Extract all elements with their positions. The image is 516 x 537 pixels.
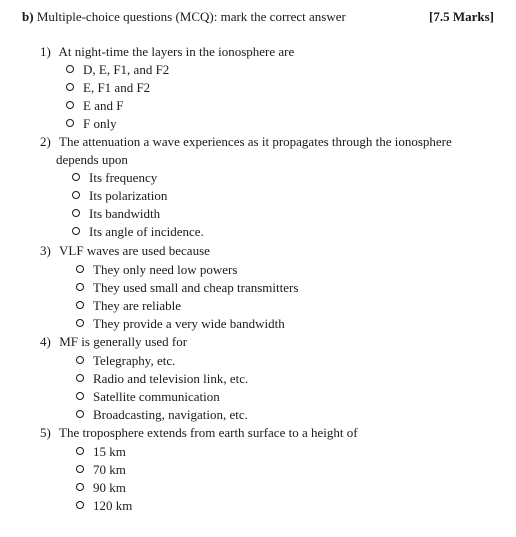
radio-bullet-icon[interactable] xyxy=(76,283,84,291)
q1-option-3[interactable] xyxy=(66,98,123,114)
radio-bullet-icon[interactable] xyxy=(76,319,84,327)
q5-option-1[interactable] xyxy=(76,444,126,460)
question-4 xyxy=(40,334,187,350)
section-title: Multiple-choice questions (MCQ): mark the correct answer xyxy=(36,9,346,24)
option-label: They only need low powers xyxy=(93,262,238,277)
q3-option-3[interactable] xyxy=(76,298,181,314)
option-label: 120 km xyxy=(93,498,133,513)
radio-bullet-icon[interactable] xyxy=(66,65,74,73)
option-label: Radio and television link, etc. xyxy=(93,371,249,386)
option-label: They are reliable xyxy=(93,298,182,313)
question-3 xyxy=(40,243,210,259)
question-text: The troposphere extends from earth surface to a height of xyxy=(59,425,358,440)
question-text: MF is generally used for xyxy=(59,334,188,349)
radio-bullet-icon[interactable] xyxy=(76,301,84,309)
q4-option-2[interactable] xyxy=(76,371,248,387)
option-label: E and F xyxy=(83,98,124,113)
q2-option-3[interactable] xyxy=(72,206,160,222)
question-text-line2: depends upon xyxy=(56,152,128,167)
option-label: E, F1 and F2 xyxy=(83,80,151,95)
q4-option-3[interactable] xyxy=(76,389,220,405)
radio-bullet-icon[interactable] xyxy=(72,191,80,199)
option-label: Broadcasting, navigation, etc. xyxy=(93,407,248,422)
radio-bullet-icon[interactable] xyxy=(76,483,84,491)
radio-bullet-icon[interactable] xyxy=(76,447,84,455)
q3-option-2[interactable] xyxy=(76,280,298,296)
question-2-continuation xyxy=(56,152,128,168)
q5-option-3[interactable] xyxy=(76,480,126,496)
radio-bullet-icon[interactable] xyxy=(76,501,84,509)
radio-bullet-icon[interactable] xyxy=(66,119,74,127)
option-label: Its polarization xyxy=(89,188,168,203)
radio-bullet-icon[interactable] xyxy=(72,227,80,235)
option-label: Its angle of incidence. xyxy=(89,224,204,239)
option-label: 90 km xyxy=(93,480,126,495)
option-label: They used small and cheap transmitters xyxy=(93,280,299,295)
radio-bullet-icon[interactable] xyxy=(76,356,84,364)
option-label: 15 km xyxy=(93,444,126,459)
q2-option-1[interactable] xyxy=(72,170,157,186)
option-label: Telegraphy, etc. xyxy=(93,353,176,368)
option-label: Its frequency xyxy=(89,170,158,185)
option-label: Satellite communication xyxy=(93,389,220,404)
radio-bullet-icon[interactable] xyxy=(76,374,84,382)
section-label: b) xyxy=(22,9,34,24)
option-label: D, E, F1, and F2 xyxy=(83,62,170,77)
q3-option-1[interactable] xyxy=(76,262,237,278)
radio-bullet-icon[interactable] xyxy=(72,209,80,217)
radio-bullet-icon[interactable] xyxy=(72,173,80,181)
radio-bullet-icon[interactable] xyxy=(76,265,84,273)
question-number: 2) xyxy=(40,134,51,149)
radio-bullet-icon[interactable] xyxy=(66,101,74,109)
radio-bullet-icon[interactable] xyxy=(66,83,74,91)
question-5 xyxy=(40,425,358,441)
question-2 xyxy=(40,134,452,150)
q1-option-4[interactable] xyxy=(66,116,117,132)
question-number: 4) xyxy=(40,334,51,349)
radio-bullet-icon[interactable] xyxy=(76,392,84,400)
q5-option-2[interactable] xyxy=(76,462,126,478)
option-label: 70 km xyxy=(93,462,126,477)
option-label: They provide a very wide bandwidth xyxy=(93,316,285,331)
section-header xyxy=(22,9,494,27)
q5-option-4[interactable] xyxy=(76,498,132,514)
option-label: Its bandwidth xyxy=(89,206,161,221)
question-text: VLF waves are used because xyxy=(59,243,210,258)
question-number: 1) xyxy=(40,44,51,59)
q1-option-1[interactable] xyxy=(66,62,169,78)
marks-label: [7.5 Marks] xyxy=(429,9,494,24)
option-label: F only xyxy=(83,116,117,131)
q4-option-4[interactable] xyxy=(76,407,248,423)
q2-option-4[interactable] xyxy=(72,224,204,240)
question-number: 5) xyxy=(40,425,51,440)
radio-bullet-icon[interactable] xyxy=(76,465,84,473)
question-1 xyxy=(40,44,294,60)
radio-bullet-icon[interactable] xyxy=(76,410,84,418)
q4-option-1[interactable] xyxy=(76,353,175,369)
q3-option-4[interactable] xyxy=(76,316,285,332)
q2-option-2[interactable] xyxy=(72,188,167,204)
question-number: 3) xyxy=(40,243,51,258)
question-text: At night-time the layers in the ionosphere are xyxy=(58,44,295,59)
q1-option-2[interactable] xyxy=(66,80,150,96)
question-text: The attenuation a wave experiences as it propagates through the ionosphere xyxy=(59,134,452,149)
